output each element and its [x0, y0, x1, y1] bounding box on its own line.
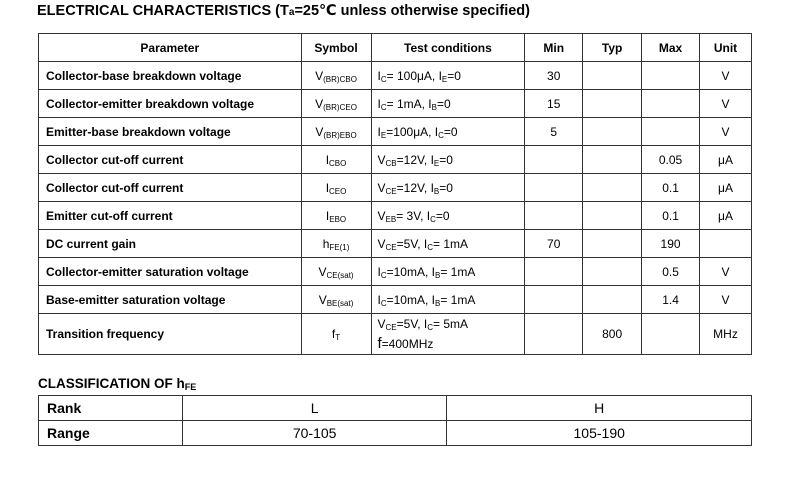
condition-line [378, 290, 525, 310]
condition-segment: = 1mA [440, 292, 476, 307]
range-label: Range [39, 421, 183, 446]
symbol-main: V [315, 124, 324, 139]
condition-segment: CB [385, 158, 397, 168]
condition-segment: CE [385, 186, 397, 196]
table-row [39, 146, 752, 174]
condition-line [378, 150, 525, 170]
symbol-cell [301, 174, 371, 202]
header-symbol: Symbol [301, 34, 371, 62]
condition-segment: C [380, 74, 387, 84]
typ-cell: 800 [583, 314, 642, 355]
range-row [39, 421, 752, 446]
condition-segment: I [377, 124, 381, 139]
unit-cell [700, 230, 752, 258]
parameter-cell: Collector-emitter breakdown voltage [39, 90, 302, 118]
range-l: 70-105 [182, 421, 447, 446]
symbol-subscript: CEO [329, 186, 347, 196]
min-cell: 5 [525, 118, 583, 146]
condition-segment: =0 [447, 68, 461, 83]
classification-table [38, 395, 752, 446]
condition-segment: =10mA, I [386, 264, 435, 279]
condition-line [378, 262, 525, 282]
max-cell: 190 [642, 230, 700, 258]
header-parameter: Parameter [39, 34, 302, 62]
symbol-subscript: (BR)CEO [323, 102, 357, 112]
symbol-cell [301, 90, 371, 118]
page-title [37, 3, 530, 19]
test-condition-cell [371, 314, 525, 355]
condition-segment: =0 [437, 96, 451, 111]
parameter-cell: Collector-base breakdown voltage [39, 62, 302, 90]
symbol-cell [301, 146, 371, 174]
header-min: Min [525, 34, 583, 62]
min-cell: 30 [525, 62, 583, 90]
condition-segment: = 1mA, I [386, 96, 432, 111]
condition-segment: C [380, 298, 387, 308]
condition-segment: =400MHz [381, 337, 434, 351]
unit-cell: μA [700, 174, 752, 202]
test-condition-cell [371, 202, 525, 230]
condition-segment: C [380, 270, 387, 280]
condition-line [378, 314, 525, 334]
symbol-main: I [325, 180, 330, 195]
condition-segment: I [377, 292, 381, 307]
symbol-cell [301, 258, 371, 286]
header-test-conditions: Test conditions [371, 34, 525, 62]
electrical-characteristics-table [38, 33, 752, 355]
symbol-cell [301, 62, 371, 90]
typ-cell [583, 202, 642, 230]
symbol-cell [301, 230, 371, 258]
condition-segment: =0 [439, 152, 453, 167]
symbol-main: V [318, 292, 327, 307]
rank-label: Rank [39, 396, 183, 421]
range-h: 105-190 [447, 421, 752, 446]
condition-segment: = 100μA, I [386, 68, 442, 83]
symbol-subscript: CE(sat) [326, 270, 354, 280]
condition-segment: E [433, 158, 440, 168]
condition-segment: E [441, 74, 448, 84]
condition-segment: E [380, 130, 387, 140]
parameter-cell: DC current gain [39, 230, 302, 258]
table-row [39, 118, 752, 146]
condition-segment: B [433, 186, 440, 196]
unit-cell: μA [700, 202, 752, 230]
min-cell [525, 258, 583, 286]
rank-l: L [182, 396, 447, 421]
max-cell [642, 314, 700, 355]
unit-cell: V [700, 62, 752, 90]
table-row [39, 90, 752, 118]
test-condition-cell [371, 174, 525, 202]
table-row [39, 174, 752, 202]
condition-segment: =0 [443, 124, 458, 139]
rank-h: H [447, 396, 752, 421]
symbol-cell [301, 286, 371, 314]
test-condition-cell [371, 62, 525, 90]
condition-segment: EB [385, 214, 397, 224]
symbol-subscript: T [335, 333, 341, 342]
symbol-main: V [315, 68, 324, 83]
min-cell [525, 146, 583, 174]
typ-cell [583, 286, 642, 314]
symbol-subscript: EBO [329, 214, 347, 224]
condition-segment: = 1mA [440, 264, 476, 279]
condition-segment: I [377, 68, 381, 83]
condition-segment: f [377, 335, 382, 352]
parameter-cell: Emitter cut-off current [39, 202, 302, 230]
min-cell [525, 202, 583, 230]
condition-segment: V [377, 180, 386, 195]
typ-cell [583, 118, 642, 146]
symbol-main: V [318, 264, 327, 279]
condition-segment: =0 [435, 208, 450, 223]
unit-cell: V [700, 258, 752, 286]
parameter-cell: Collector cut-off current [39, 174, 302, 202]
unit-cell: μA [700, 146, 752, 174]
classification-title-main: CLASSIFICATION OF h [38, 376, 185, 391]
max-cell: 0.05 [642, 146, 700, 174]
typ-cell [583, 90, 642, 118]
max-cell: 0.5 [642, 258, 700, 286]
condition-segment: V [377, 317, 386, 331]
condition-line [378, 94, 525, 114]
condition-segment: B [431, 102, 437, 112]
header-unit: Unit [700, 34, 752, 62]
test-condition-cell [371, 230, 525, 258]
condition-segment: V [377, 152, 386, 167]
condition-segment: V [377, 236, 386, 251]
max-cell: 0.1 [642, 202, 700, 230]
condition-line [378, 334, 525, 354]
condition-segment: =5V, I [396, 317, 428, 331]
table-row [39, 202, 752, 230]
symbol-main: V [315, 96, 324, 111]
condition-line [378, 178, 525, 198]
min-cell: 70 [525, 230, 583, 258]
symbol-main: h [322, 236, 330, 251]
condition-segment: B [434, 298, 441, 308]
unit-cell: MHz [700, 314, 752, 355]
test-condition-cell [371, 90, 525, 118]
test-condition-cell [371, 286, 525, 314]
test-condition-cell [371, 146, 525, 174]
condition-segment: CE [385, 323, 397, 332]
unit-cell: V [700, 286, 752, 314]
condition-segment: C [427, 323, 434, 332]
condition-segment: = 5mA [433, 317, 469, 331]
test-condition-cell [371, 118, 525, 146]
min-cell [525, 314, 583, 355]
unit-cell: V [700, 90, 752, 118]
max-cell [642, 62, 700, 90]
test-condition-cell [371, 258, 525, 286]
parameter-cell: Collector-emitter saturation voltage [39, 258, 302, 286]
symbol-subscript: (BR)CBO [323, 74, 357, 84]
condition-segment: C [438, 130, 444, 140]
condition-line [378, 234, 525, 254]
header-max: Max [642, 34, 700, 62]
condition-segment: B [434, 270, 441, 280]
symbol-subscript: BE(sat) [326, 298, 354, 308]
typ-cell [583, 258, 642, 286]
max-cell [642, 90, 700, 118]
condition-segment: I [377, 264, 381, 279]
condition-line [378, 66, 525, 86]
title-rest-text: =25℃ unless otherwise specified) [294, 3, 530, 19]
header-typ: Typ [583, 34, 642, 62]
condition-segment: =100μA, I [386, 124, 439, 139]
table-row [39, 286, 752, 314]
classification-title-subscript: FE [184, 382, 197, 392]
condition-line [378, 122, 525, 142]
condition-segment: =12V, I [396, 180, 434, 195]
max-cell [642, 118, 700, 146]
rank-row [39, 396, 752, 421]
table-header-row [39, 34, 752, 62]
symbol-cell [301, 202, 371, 230]
table-row [39, 258, 752, 286]
condition-segment: = 3V, I [396, 208, 431, 223]
min-cell: 15 [525, 90, 583, 118]
symbol-main: I [325, 208, 330, 223]
unit-cell: V [700, 118, 752, 146]
title-main-text: ELECTRICAL CHARACTERISTICS (T [37, 3, 289, 19]
min-cell [525, 286, 583, 314]
condition-line [378, 206, 525, 226]
parameter-cell: Collector cut-off current [39, 146, 302, 174]
typ-cell [583, 230, 642, 258]
max-cell: 1.4 [642, 286, 700, 314]
table-row [39, 230, 752, 258]
max-cell: 0.1 [642, 174, 700, 202]
condition-segment: =12V, I [396, 152, 434, 167]
title-subscript: a [288, 7, 295, 18]
parameter-cell: Emitter-base breakdown voltage [39, 118, 302, 146]
condition-segment: C [430, 214, 436, 224]
typ-cell [583, 146, 642, 174]
table-row [39, 62, 752, 90]
symbol-subscript: CBO [329, 158, 347, 168]
typ-cell [583, 62, 642, 90]
condition-segment: V [377, 208, 386, 223]
condition-segment: =0 [439, 180, 453, 195]
condition-segment: C [427, 242, 434, 252]
typ-cell [583, 174, 642, 202]
symbol-main: I [325, 152, 330, 167]
condition-segment: =10mA, I [386, 292, 435, 307]
symbol-cell [301, 118, 371, 146]
min-cell [525, 174, 583, 202]
condition-segment: =5V, I [396, 236, 428, 251]
condition-segment: = 1mA [433, 236, 469, 251]
symbol-subscript: (BR)EBO [323, 130, 357, 140]
symbol-subscript: FE(1) [329, 242, 350, 252]
condition-segment: C [380, 102, 387, 112]
condition-segment: CE [385, 242, 397, 252]
symbol-cell [301, 314, 371, 355]
table-row [39, 314, 752, 355]
parameter-cell: Base-emitter saturation voltage [39, 286, 302, 314]
parameter-cell: Transition frequency [39, 314, 302, 355]
classification-title [38, 376, 196, 391]
condition-segment: I [377, 96, 381, 111]
symbol-main: f [331, 327, 336, 341]
